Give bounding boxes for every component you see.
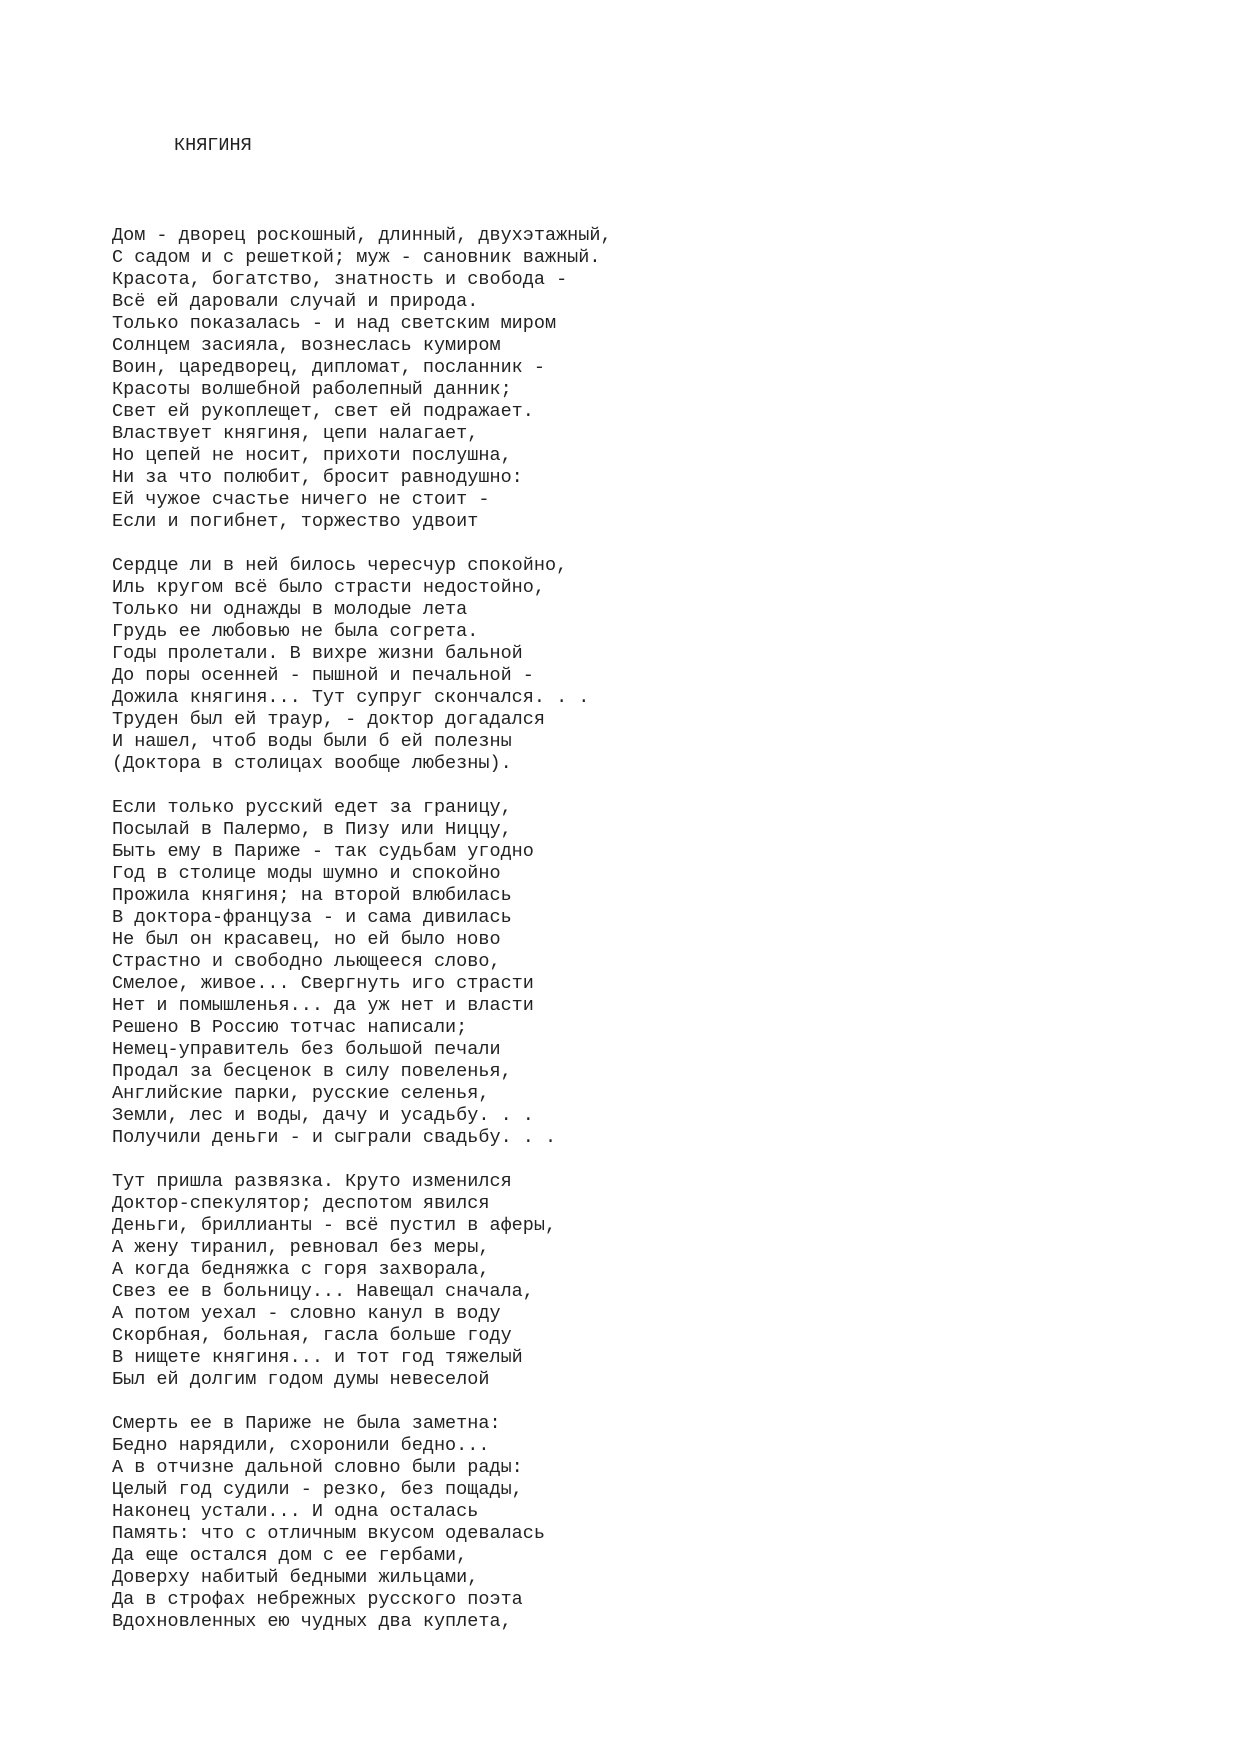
poem-line: Земли, лес и воды, дачу и усадьбу. . . [112,1105,534,1126]
poem-title: КНЯГИНЯ [174,135,252,156]
poem-line: Скорбная, больная, гасла больше году [112,1325,512,1346]
stanza-4 [112,1171,612,1391]
poem-line: Память: что с отличным вкусом одевалась [112,1523,545,1544]
poem-line: Бедно нарядили, схоронили бедно... [112,1435,490,1456]
poem-line: Солнцем засияла, вознеслась кумиром [112,335,501,356]
poem-body [112,225,612,1655]
poem-line: Прожила княгиня; на второй влюбилась [112,885,512,906]
poem-line: Целый год судили - резко, без пощады, [112,1479,523,1500]
poem-line: Ей чужое счастье ничего не стоит - [112,489,490,510]
poem-line: Если только русский едет за границу, [112,797,512,818]
poem-line: Тут пришла развязка. Круто изменился [112,1171,512,1192]
poem-line: Труден был ей траур, - доктор догадался [112,709,545,730]
poem-line: Годы пролетали. В вихре жизни бальной [112,643,523,664]
poem-line: Доверху набитый бедными жильцами, [112,1567,479,1588]
stanza-3 [112,797,612,1149]
poem-line: А потом уехал - словно канул в воду [112,1303,501,1324]
poem-line: Всё ей даровали случай и природа. [112,291,479,312]
poem-line: С садом и с решеткой; муж - сановник важный. [112,247,601,268]
poem-line: Продал за бесценок в силу повеленья, [112,1061,512,1082]
poem-line: Быть ему в Париже - так судьбам угодно [112,841,534,862]
poem-line: Грудь ее любовью не была согрета. [112,621,479,642]
poem-line: Красоты волшебной раболепный данник; [112,379,512,400]
poem-line: Английские парки, русские селенья, [112,1083,490,1104]
poem-line: Свет ей рукоплещет, свет ей подражает. [112,401,534,422]
poem-line: Иль кругом всё было страсти недостойно, [112,577,545,598]
poem-line: Сердце ли в ней билось чересчур спокойно, [112,555,568,576]
poem-line: Вдохновленных ею чудных два куплета, [112,1611,512,1632]
poem-line: Только показалась - и над светским миром [112,313,557,334]
poem-line: Воин, царедворец, дипломат, посланник - [112,357,545,378]
poem-line: Смелое, живое... Свергнуть иго страсти [112,973,534,994]
poem-line: (Доктора в столицах вообще любезны). [112,753,512,774]
poem-line: Решено В Россию тотчас написали; [112,1017,468,1038]
poem-line: Свез ее в больницу... Навещал сначала, [112,1281,534,1302]
poem-line: Ни за что полюбит, бросит равнодушно: [112,467,523,488]
stanza-1 [112,225,612,533]
poem-line: Доктор-спекулятор; деспотом явился [112,1193,490,1214]
poem-line: Дом - дворец роскошный, длинный, двухэтажный, [112,225,612,246]
poem-line: А жену тиранил, ревновал без меры, [112,1237,490,1258]
poem-line: Если и погибнет, торжество удвоит [112,511,479,532]
poem-line: Только ни однажды в молодые лета [112,599,468,620]
poem-line: И нашел, чтоб воды были б ей полезны [112,731,512,752]
poem-line: Год в столице моды шумно и спокойно [112,863,501,884]
poem-line: До поры осенней - пышной и печальной - [112,665,534,686]
poem-line: А когда бедняжка с горя захворала, [112,1259,490,1280]
poem-line: Красота, богатство, знатность и свобода - [112,269,568,290]
poem-line: Посылай в Палермо, в Пизу или Ниццу, [112,819,512,840]
poem-line: Но цепей не носит, прихоти послушна, [112,445,512,466]
poem-line: Был ей долгим годом думы невеселой [112,1369,490,1390]
stanza-2 [112,555,612,775]
stanza-5 [112,1413,612,1633]
poem-line: Нет и помышленья... да уж нет и власти [112,995,534,1016]
poem-line: Смерть ее в Париже не была заметна: [112,1413,501,1434]
poem-line: Страстно и свободно льющееся слово, [112,951,501,972]
poem-line: Да в строфах небрежных русского поэта [112,1589,523,1610]
poem-line: Получили деньги - и сыграли свадьбу. . . [112,1127,557,1148]
poem-line: Наконец устали... И одна осталась [112,1501,479,1522]
poem-line: Не был он красавец, но ей было ново [112,929,501,950]
poem-line: Властвует княгиня, цепи налагает, [112,423,479,444]
poem-line: Деньги, бриллианты - всё пустил в аферы, [112,1215,557,1236]
poem-line: А в отчизне дальной словно были рады: [112,1457,523,1478]
poem-line: В нищете княгиня... и тот год тяжелый [112,1347,523,1368]
poem-line: Дожила княгиня... Тут супруг скончался. . . [112,687,590,708]
poem-line: Да еще остался дом с ее гербами, [112,1545,468,1566]
poem-line: Немец-управитель без большой печали [112,1039,501,1060]
poem-line: В доктора-француза - и сама дивилась [112,907,512,928]
